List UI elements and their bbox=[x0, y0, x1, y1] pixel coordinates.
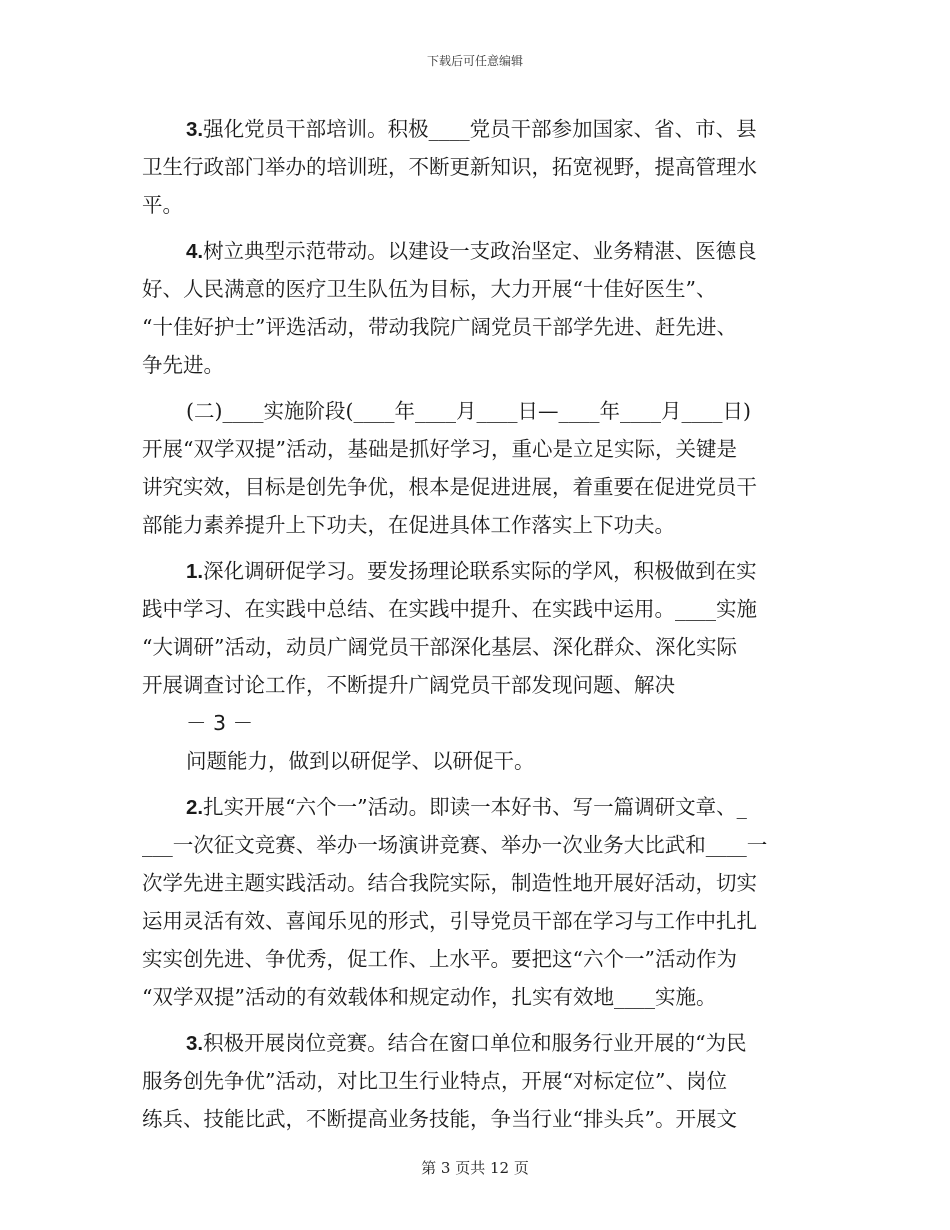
item-number: 1. bbox=[186, 560, 204, 583]
text-line: (二)____实施阶段(____年____月____日—____年____月____日) bbox=[186, 399, 751, 423]
paragraph bbox=[142, 110, 807, 224]
item-number: 4. bbox=[186, 240, 204, 263]
text-line: “十佳好护士”评选活动，带动我院广阔党员干部学先进、赶先进、 bbox=[142, 315, 737, 339]
text-line: 讲究实效，目标是创先争优，根本是促进进展，着重要在促进党员干 bbox=[142, 475, 757, 499]
paragraph bbox=[142, 788, 807, 1016]
text-line: 1.深化调研促学习。要发扬理论联系实际的学风，积极做到在实 bbox=[186, 559, 757, 583]
text-line: 问题能力，做到以研促学、以研促干。 bbox=[186, 749, 535, 773]
page-marker: － 3 － bbox=[186, 711, 254, 735]
text-line: ___一次征文竞赛、举办一场演讲竞赛、举办一次业务大比武和____一 bbox=[142, 833, 768, 857]
text-line: 践中学习、在实践中总结、在实践中提升、在实践中运用。____实施 bbox=[142, 597, 757, 621]
paragraph bbox=[142, 1024, 807, 1138]
item-number: 3. bbox=[186, 1032, 204, 1055]
paragraph bbox=[142, 742, 807, 780]
paragraph bbox=[142, 392, 807, 544]
text-line: 次学先进主题实践活动。结合我院实际，制造性地开展好活动，切实 bbox=[142, 871, 757, 895]
text-line: 3.强化党员干部培训。积极____党员干部参加国家、省、市、县 bbox=[186, 117, 757, 141]
text-line: 争先进。 bbox=[142, 353, 224, 377]
page-header: 下载后可任意编辑 bbox=[426, 54, 523, 68]
text-line: 平。 bbox=[142, 193, 183, 217]
text-line: “双学双提”活动的有效载体和规定动作，扎实有效地____实施。 bbox=[142, 985, 717, 1009]
item-number: 2. bbox=[186, 796, 204, 819]
text-line: 服务创先争优”活动，对比卫生行业特点，开展“对标定位”、岗位 bbox=[142, 1069, 727, 1093]
text-line: 部能力素养提升上下功夫，在促进具体工作落实上下功夫。 bbox=[142, 513, 675, 537]
page-footer: 第 3 页共 12 页 bbox=[421, 1159, 529, 1177]
text-line: 3.积极开展岗位竞赛。结合在窗口单位和服务行业开展的“为民 bbox=[186, 1031, 747, 1055]
paragraph bbox=[142, 232, 807, 384]
text-line: 实实创先进、争优秀，促工作、上水平。要把这“六个一”活动作为 bbox=[142, 947, 737, 971]
item-number: 3. bbox=[186, 118, 204, 141]
text-line: 开展调查讨论工作，不断提升广阔党员干部发现问题、解决 bbox=[142, 673, 675, 697]
text-line: 4.树立典型示范带动。以建设一支政治坚定、业务精湛、医德良 bbox=[186, 239, 757, 263]
document-body bbox=[142, 110, 807, 1138]
text-line: 卫生行政部门举办的培训班，不断更新知识，拓宽视野，提高管理水 bbox=[142, 155, 757, 179]
text-line: 好、人民满意的医疗卫生队伍为目标，大力开展“十佳好医生”、 bbox=[142, 277, 717, 301]
text-line: 开展“双学双提”活动，基础是抓好学习，重心是立足实际，关键是 bbox=[142, 437, 737, 461]
text-line: 2.扎实开展“六个一”活动。即读一本好书、写一篇调研文章、_ bbox=[186, 795, 747, 819]
text-line: “大调研”活动，动员广阔党员干部深化基层、深化群众、深化实际 bbox=[142, 635, 737, 659]
paragraph bbox=[142, 552, 807, 704]
text-line: 练兵、技能比武，不断提高业务技能，争当行业“排头兵”。开展文 bbox=[142, 1107, 737, 1131]
text-line: 运用灵活有效、喜闻乐见的形式，引导党员干部在学习与工作中扎扎 bbox=[142, 909, 757, 933]
